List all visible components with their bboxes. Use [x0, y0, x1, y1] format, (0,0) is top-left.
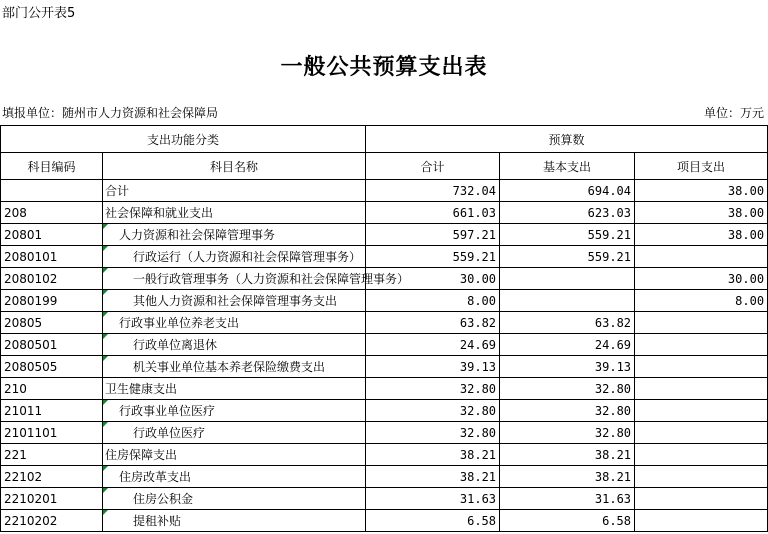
- cell-name-text: 住房公积金: [133, 492, 194, 506]
- cell-code: 2080501: [1, 334, 103, 356]
- cell-total: 24.69: [366, 334, 500, 356]
- cell-total: 38.21: [366, 466, 500, 488]
- cell-name-text: 住房改革支出: [119, 470, 192, 484]
- cell-code: 21011: [1, 400, 103, 422]
- comment-marker-icon: [103, 268, 108, 273]
- cell-name: [103, 224, 366, 246]
- cell-code: 2080101: [1, 246, 103, 268]
- comment-marker-icon: [103, 334, 108, 339]
- filler-unit-label: 填报单位：随州市人力资源和社会保障局: [2, 106, 219, 120]
- cell-name: [103, 268, 410, 290]
- cell-code: 2210202: [1, 510, 103, 532]
- cell-project: 30.00: [635, 268, 768, 290]
- cell-name: [103, 290, 366, 312]
- cell-name-text: 一般行政管理事务（人力资源和社会保障管理事务）: [133, 272, 410, 286]
- cell-basic: 559.21: [500, 224, 635, 246]
- cell-basic: 32.80: [500, 422, 635, 444]
- cell-name: [103, 378, 366, 400]
- cell-project: [635, 466, 768, 488]
- cell-total: 8.00: [366, 290, 500, 312]
- cell-name-text: 行政事业单位养老支出: [119, 316, 240, 330]
- table-row: [1, 510, 768, 532]
- cell-code: 2101101: [1, 422, 103, 444]
- cell-project: [635, 422, 768, 444]
- cell-name: [103, 510, 366, 532]
- cell-code: 2080505: [1, 356, 103, 378]
- table-row: [1, 268, 768, 290]
- table-row: [1, 444, 768, 466]
- cell-basic: 63.82: [500, 312, 635, 334]
- table-row: [1, 180, 768, 202]
- table-row: [1, 202, 768, 224]
- cell-basic: 32.80: [500, 378, 635, 400]
- cell-name: [103, 422, 366, 444]
- expenditure-table: [0, 125, 768, 532]
- cell-basic: 31.63: [500, 488, 635, 510]
- table-row: [1, 246, 768, 268]
- cell-name-text: 行政单位离退休: [133, 338, 218, 352]
- currency-unit-label: 单位：万元: [703, 106, 764, 120]
- table-row: [1, 312, 768, 334]
- cell-project: 38.00: [635, 180, 768, 202]
- cell-project: [635, 488, 768, 510]
- cell-name-text: 提租补贴: [133, 514, 182, 528]
- cell-code: 2080102: [1, 268, 103, 290]
- budget-header: 预算数: [366, 126, 768, 153]
- cell-code: 208: [1, 202, 103, 224]
- cell-total: 30.00: [366, 268, 500, 290]
- cell-project: [635, 444, 768, 466]
- cell-project: [635, 510, 768, 532]
- code-column-header: 科目编码: [1, 153, 103, 180]
- cell-project: [635, 334, 768, 356]
- comment-marker-icon: [103, 466, 108, 471]
- cell-code: [1, 180, 103, 202]
- cell-total: 597.21: [366, 224, 500, 246]
- cell-project: [635, 246, 768, 268]
- cell-project: 8.00: [635, 290, 768, 312]
- table-row: [1, 334, 768, 356]
- cell-basic: 6.58: [500, 510, 635, 532]
- cell-total: 32.80: [366, 422, 500, 444]
- cell-total: 32.80: [366, 378, 500, 400]
- cell-name-text: 社会保障和就业支出: [105, 206, 214, 220]
- cell-name-text: 行政单位医疗: [133, 426, 206, 440]
- cell-total: 559.21: [366, 246, 500, 268]
- basic-column-header: 基本支出: [500, 153, 635, 180]
- cell-name-text: 行政运行（人力资源和社会保障管理事务）: [133, 250, 362, 264]
- cell-total: 39.13: [366, 356, 500, 378]
- cell-name: [103, 356, 366, 378]
- table-row: [1, 356, 768, 378]
- cell-code: 2080199: [1, 290, 103, 312]
- cell-name: [103, 180, 366, 202]
- cell-code: 210: [1, 378, 103, 400]
- cell-total: 31.63: [366, 488, 500, 510]
- comment-marker-icon: [103, 400, 108, 405]
- total-column-header: 合计: [366, 153, 500, 180]
- table-body: [1, 180, 768, 532]
- cell-total: 661.03: [366, 202, 500, 224]
- cell-name: [103, 246, 366, 268]
- cell-name-text: 人力资源和社会保障管理事务: [119, 228, 276, 242]
- comment-marker-icon: [103, 488, 108, 493]
- cell-basic: 32.80: [500, 400, 635, 422]
- cell-project: [635, 312, 768, 334]
- cell-basic: 559.21: [500, 246, 635, 268]
- comment-marker-icon: [103, 356, 108, 361]
- cell-name: [103, 334, 366, 356]
- cell-name: [103, 466, 366, 488]
- cell-project: 38.00: [635, 202, 768, 224]
- comment-marker-icon: [103, 422, 108, 427]
- cell-code: 22102: [1, 466, 103, 488]
- page-label: 部门公开表5: [2, 6, 76, 21]
- cell-code: 20805: [1, 312, 103, 334]
- table-row: [1, 422, 768, 444]
- cell-basic: 38.21: [500, 466, 635, 488]
- page-title: 一般公共预算支出表: [280, 54, 488, 80]
- comment-marker-icon: [103, 290, 108, 295]
- cell-name-text: 其他人力资源和社会保障管理事务支出: [133, 294, 338, 308]
- cell-code: 221: [1, 444, 103, 466]
- cell-name: [103, 312, 366, 334]
- cell-name-text: 机关事业单位基本养老保险缴费支出: [133, 360, 326, 374]
- cell-project: [635, 400, 768, 422]
- cell-project: [635, 378, 768, 400]
- cell-project: 38.00: [635, 224, 768, 246]
- comment-marker-icon: [103, 224, 108, 229]
- cell-basic: 24.69: [500, 334, 635, 356]
- comment-marker-icon: [103, 312, 108, 317]
- cell-name-text: 卫生健康支出: [105, 382, 178, 396]
- cell-total: 6.58: [366, 510, 500, 532]
- comment-marker-icon: [103, 510, 108, 515]
- cell-total: 732.04: [366, 180, 500, 202]
- table-row: [1, 488, 768, 510]
- cell-basic: 694.04: [500, 180, 635, 202]
- cell-basic: [500, 290, 635, 312]
- cell-name: [103, 488, 366, 510]
- cell-basic: 623.03: [500, 202, 635, 224]
- project-column-header: 项目支出: [635, 153, 768, 180]
- cell-basic: 38.21: [500, 444, 635, 466]
- cell-name: [103, 444, 366, 466]
- table-row: [1, 378, 768, 400]
- cell-total: 63.82: [366, 312, 500, 334]
- cell-total: 38.21: [366, 444, 500, 466]
- cell-name-text: 行政事业单位医疗: [119, 404, 216, 418]
- cell-name-text: 住房保障支出: [105, 448, 178, 462]
- cell-code: 20801: [1, 224, 103, 246]
- function-class-header: 支出功能分类: [1, 126, 366, 153]
- cell-name-text: 合计: [105, 184, 130, 198]
- cell-total: 32.80: [366, 400, 500, 422]
- cell-basic: 39.13: [500, 356, 635, 378]
- cell-basic: [500, 268, 635, 290]
- column-header-row: [1, 153, 768, 180]
- table-row: [1, 466, 768, 488]
- name-column-header: 科目名称: [103, 153, 366, 180]
- comment-marker-icon: [103, 246, 108, 251]
- cell-name: [103, 202, 366, 224]
- cell-name: [103, 400, 366, 422]
- cell-project: [635, 356, 768, 378]
- table-row: [1, 290, 768, 312]
- table-row: [1, 400, 768, 422]
- table-row: [1, 224, 768, 246]
- cell-code: 2210201: [1, 488, 103, 510]
- group-header-row: [1, 126, 768, 153]
